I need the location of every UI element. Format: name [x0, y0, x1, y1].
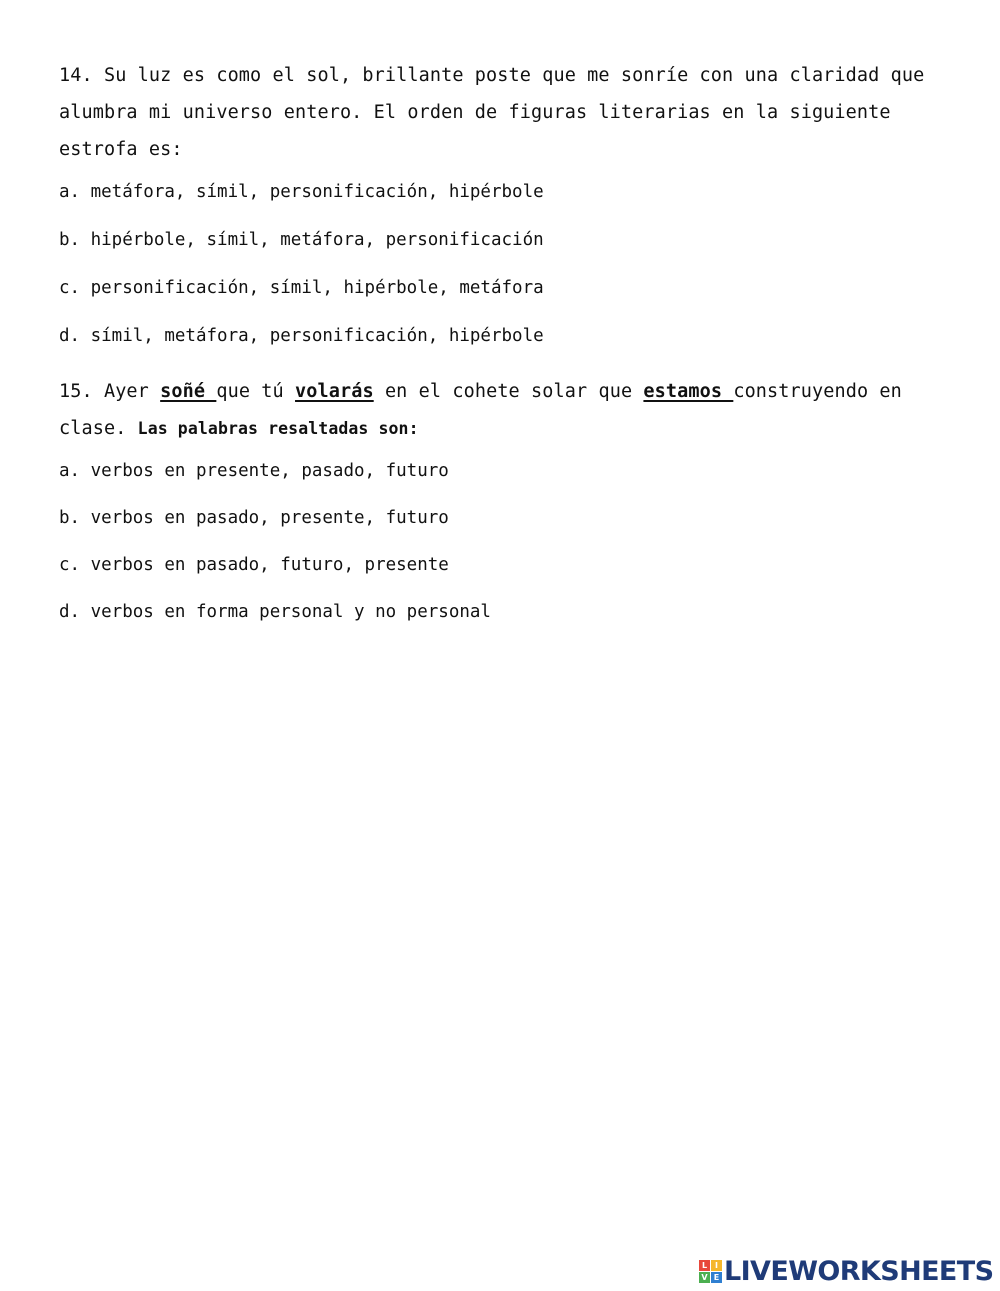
question-15-text-2: que tú — [216, 381, 296, 402]
question-15-option-d[interactable]: d. verbos en forma personal y no personal — [59, 602, 491, 622]
question-14-option-b[interactable]: b. hipérbole, símil, metáfora, personificación — [59, 230, 544, 250]
logo-tile-v: V — [699, 1272, 710, 1283]
question-14-option-a[interactable]: a. metáfora, símil, personificación, hipérbole — [59, 182, 544, 202]
question-15 — [59, 373, 939, 623]
question-15-prompt: Las palabras resaltadas son: — [137, 419, 419, 438]
logo-tile-l: L — [699, 1260, 710, 1271]
question-15-option-a[interactable]: a. verbos en presente, pasado, futuro — [59, 461, 449, 481]
question-14 — [59, 57, 939, 347]
question-14-option-d[interactable]: d. símil, metáfora, personificación, hipérbole — [59, 326, 544, 346]
liveworksheets-logo-text: LIVEWORKSHEETS — [724, 1255, 994, 1287]
question-15-text-4: construyendo en clase. — [59, 381, 902, 439]
question-14-options — [59, 181, 939, 347]
highlighted-word-volaras: volarás — [295, 381, 374, 402]
question-15-stem — [59, 373, 939, 447]
question-15-text-1: 15. Ayer — [59, 381, 161, 402]
question-15-options — [59, 460, 939, 623]
liveworksheets-logo — [699, 1256, 993, 1286]
question-14-option-c[interactable]: c. personificación, símil, hipérbole, metáfora — [59, 278, 544, 298]
worksheet-page — [59, 57, 939, 648]
liveworksheets-logo-icon — [699, 1260, 722, 1283]
logo-tile-i: I — [711, 1260, 722, 1271]
logo-tile-e: E — [711, 1272, 722, 1283]
question-15-text-3: en el cohete solar que — [373, 381, 644, 402]
highlighted-word-sone: soñé — [160, 381, 217, 402]
highlighted-word-estamos: estamos — [643, 381, 734, 402]
question-14-stem: 14. Su luz es como el sol, brillante poste que me sonríe con una claridad que alumbra mi universo entero. El orden de figuras literarias en la siguiente estrofa es: — [59, 65, 925, 160]
question-15-option-c[interactable]: c. verbos en pasado, futuro, presente — [59, 555, 449, 575]
question-15-option-b[interactable]: b. verbos en pasado, presente, futuro — [59, 508, 449, 528]
